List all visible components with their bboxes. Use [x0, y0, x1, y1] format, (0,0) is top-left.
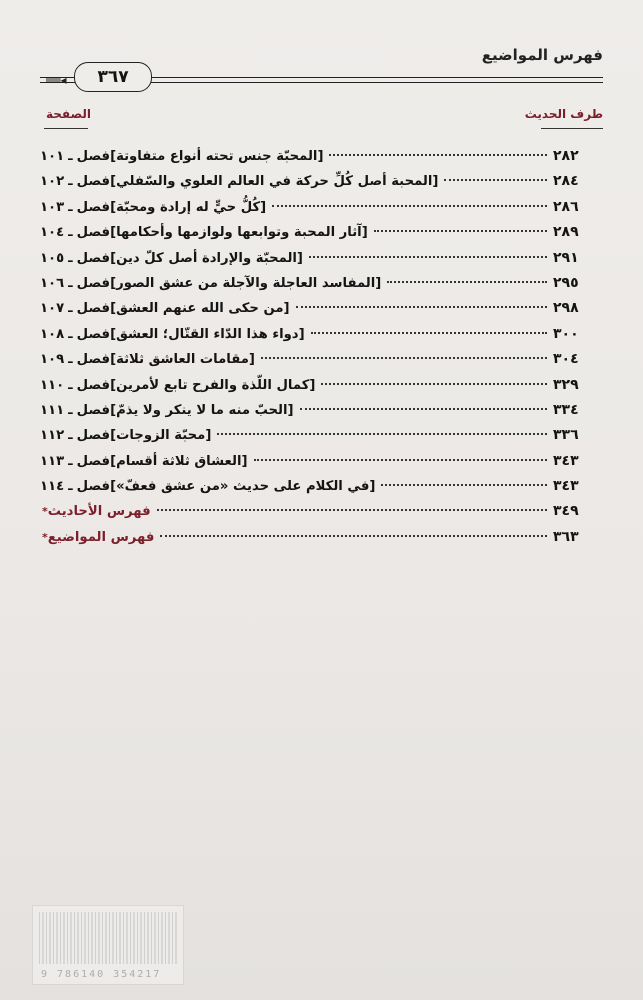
entry-number: ١٠٥ — [40, 250, 65, 266]
table-of-contents — [36, 148, 603, 554]
entry-chapter-word: فصل — [76, 326, 111, 342]
toc-entry — [36, 173, 603, 198]
entry-title: [المفاسد العاجلة والآجلة من عشق الصور] — [110, 275, 382, 291]
toc-entry — [36, 224, 603, 249]
toc-entry — [36, 250, 603, 275]
entry-dash: ـ — [68, 174, 73, 190]
toc-index-entry — [36, 503, 603, 528]
dot-leader — [160, 535, 547, 537]
faint-barcode-sticker — [32, 905, 184, 985]
dot-leader — [217, 433, 547, 435]
entry-dash: ـ — [68, 428, 73, 444]
dot-leader — [311, 332, 547, 334]
entry-dash: ـ — [68, 479, 73, 495]
entry-chapter-word: فصل — [76, 453, 111, 469]
entry-dash: ـ — [68, 402, 73, 418]
entry-title: [المحبّة جنس تحته أنواع متفاوتة] — [110, 149, 324, 164]
entry-dash: ـ — [68, 301, 73, 317]
entry-page-number: ٢٨٢ — [553, 148, 579, 164]
entry-page-number: ٣٤٩ — [553, 503, 579, 520]
dot-leader — [272, 205, 547, 207]
entry-chapter-word: فصل — [76, 225, 111, 241]
entry-dash: ـ — [68, 352, 73, 368]
dot-leader — [329, 154, 547, 156]
entry-page-number: ٣٢٩ — [553, 376, 579, 393]
dot-leader — [157, 509, 547, 511]
entry-page-number: ٢٩٨ — [553, 300, 579, 317]
toc-entry — [36, 351, 603, 376]
column-header-title: طرف الحديث — [524, 107, 603, 121]
dot-leader — [381, 484, 547, 486]
entry-chapter-word: فصل — [76, 479, 111, 495]
entry-title: [كمال اللّذة والفرح تابع لأمرين] — [110, 377, 316, 393]
toc-entry — [36, 402, 603, 427]
dot-leader — [254, 459, 548, 461]
toc-entry — [36, 377, 603, 402]
page-number-badge: ٣٦٧ — [74, 62, 152, 92]
entry-title: [الحبّ منه ما لا ينكر ولا يذمّ] — [110, 402, 294, 418]
toc-entry — [36, 427, 603, 452]
entry-page-number: ٢٨٦ — [553, 198, 579, 215]
barcode-digits: 9 786140 354217 — [41, 969, 162, 980]
entry-number: ١٠٦ — [40, 275, 65, 291]
entry-title: [العشاق ثلاثة أقسام] — [110, 453, 248, 469]
entry-dash: ـ — [68, 377, 73, 393]
entry-title: [المحبة أصل كُلِّ حركة في العالم العلوي والسّفلي] — [110, 174, 439, 190]
entry-page-number: ٢٨٤ — [553, 173, 579, 190]
entry-title: [مقامات العاشق ثلاثة] — [110, 352, 255, 368]
entry-title: [المحبّة والإرادة أصل كلّ دين] — [110, 250, 303, 266]
column-rule-title — [541, 128, 603, 129]
star-icon: * — [42, 530, 48, 544]
entry-chapter-word: فصل — [76, 250, 111, 266]
entry-chapter-word: فصل — [76, 402, 111, 418]
barcode-bars — [39, 912, 177, 964]
entry-number: ١٠٨ — [40, 326, 65, 342]
column-rule-page — [44, 128, 88, 129]
entry-number: ١١١ — [40, 402, 65, 418]
entry-dash: ـ — [68, 199, 73, 215]
dot-leader — [300, 408, 547, 410]
entry-page-number: ٣٦٣ — [553, 528, 579, 545]
toc-entry — [36, 199, 603, 224]
entry-chapter-word: فصل — [76, 377, 111, 393]
entry-title: [محبّة الزوجات] — [110, 428, 212, 444]
entry-number: ١٠٧ — [40, 301, 65, 317]
dot-leader — [387, 281, 547, 283]
dot-leader — [444, 179, 547, 181]
entry-dash: ـ — [68, 149, 73, 164]
dot-leader — [261, 357, 547, 359]
entry-number: ١٠٢ — [40, 174, 65, 190]
entry-number: ١١٠ — [40, 377, 65, 393]
entry-chapter-word: فصل — [76, 174, 111, 190]
entry-page-number: ٣٠٤ — [553, 351, 579, 368]
dot-leader — [374, 230, 547, 232]
entry-dash: ـ — [68, 250, 73, 266]
entry-dash: ـ — [68, 453, 73, 469]
entry-title: [من حكى الله عنهم العشق] — [110, 301, 290, 317]
dot-leader — [296, 306, 547, 308]
entry-title: [دواء هذا الدّاء القتّال؛ العشق] — [110, 326, 305, 342]
column-header-page: الصفحة — [46, 107, 92, 121]
toc-entry — [36, 300, 603, 325]
entry-page-number: ٢٨٩ — [553, 224, 579, 241]
dot-leader — [309, 256, 547, 258]
ornament-arrow-icon: ══◂ — [46, 73, 67, 87]
entry-chapter-word: فصل — [76, 149, 111, 164]
entry-number: ١١٢ — [40, 428, 65, 444]
entry-chapter-word: فصل — [76, 352, 111, 368]
entry-page-number: ٢٩٥ — [553, 274, 579, 291]
toc-entry — [36, 326, 603, 351]
toc-entry — [36, 275, 603, 300]
entry-chapter-word: فصل — [76, 301, 111, 317]
entry-number: ١٠٣ — [40, 199, 65, 215]
entry-page-number: ٣٣٤ — [553, 401, 579, 418]
entry-chapter-word: فصل — [76, 199, 111, 215]
entry-page-number: ٣٠٠ — [553, 325, 579, 342]
entry-page-number: ٣٤٣ — [553, 452, 579, 469]
entry-number: ١١٣ — [40, 453, 65, 469]
entry-dash: ـ — [68, 225, 73, 241]
running-title: فهرس المواضيع — [481, 46, 603, 64]
entry-number: ١٠١ — [40, 149, 65, 164]
index-title: فهرس المواضيع — [47, 529, 155, 545]
dot-leader — [321, 383, 547, 385]
entry-chapter-word: فصل — [76, 428, 111, 444]
entry-title: [كُلُّ حيٍّ له إرادة ومحبّة] — [110, 199, 267, 215]
entry-page-number: ٣٣٦ — [553, 427, 579, 444]
entry-dash: ـ — [68, 326, 73, 342]
entry-chapter-word: فصل — [76, 275, 111, 291]
toc-entry — [36, 453, 603, 478]
entry-page-number: ٣٤٣ — [553, 478, 579, 495]
entry-page-number: ٢٩١ — [553, 249, 579, 266]
entry-title: [في الكلام على حديث «من عشق فعفّ»] — [110, 479, 376, 495]
toc-entry — [36, 478, 603, 503]
toc-entry — [36, 148, 603, 173]
toc-index-entry — [36, 529, 603, 554]
entry-title: [آثار المحبة وتوابعها ولوازمها وأحكامها] — [110, 225, 368, 241]
entry-number: ١١٤ — [40, 479, 65, 495]
index-title: فهرس الأحاديث — [47, 504, 151, 520]
entry-dash: ـ — [68, 275, 73, 291]
star-icon: * — [42, 505, 48, 519]
entry-number: ١٠٤ — [40, 225, 65, 241]
entry-number: ١٠٩ — [40, 352, 65, 368]
